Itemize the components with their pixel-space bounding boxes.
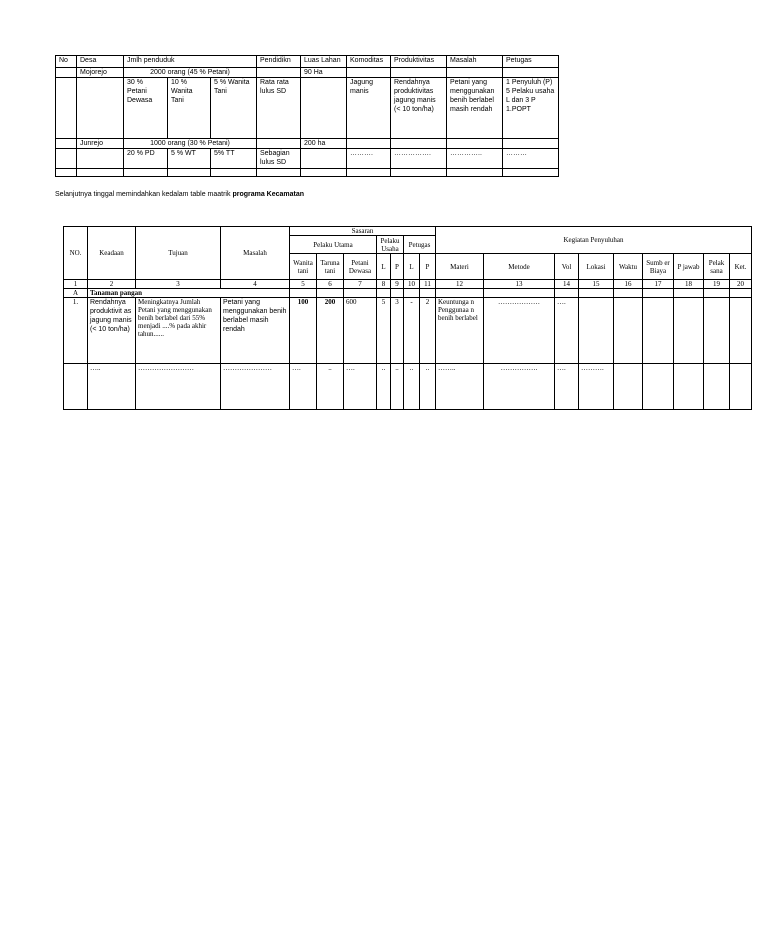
caption-text: Selanjutnya tinggal memindahkan kedalam table maatrik — [55, 191, 233, 198]
table-header-row — [56, 56, 559, 68]
header-usaha-p: P — [391, 254, 404, 280]
header-materi: Materi — [436, 254, 484, 280]
programa-matrix-table — [63, 226, 752, 410]
section-row — [64, 289, 752, 298]
luas-junrejo: 200 ha — [301, 139, 347, 149]
header-pelaksana: Pelak sana — [704, 254, 730, 280]
row-usaha-l: .. — [377, 364, 391, 410]
column-number: 18 — [674, 280, 704, 289]
column-number: 14 — [555, 280, 579, 289]
header-vol: Vol — [555, 254, 579, 280]
header-pelaku-usaha: Pelaku Usaha — [377, 236, 404, 254]
column-number: 10 — [404, 280, 420, 289]
row-tujuan: Meningkatnya Jumlah Petani yang menggunakan benih berlabel dari 55% menjadi ....% pada akhir tahun...... — [136, 298, 221, 364]
header-no: NO. — [64, 227, 88, 280]
header-taruna-tani: Taruna tani — [317, 254, 344, 280]
luas-mojorejo: 90 Ha — [301, 68, 347, 78]
column-number: 3 — [136, 280, 221, 289]
table-row — [56, 68, 559, 78]
table-row — [56, 78, 559, 139]
header-tujuan: Tujuan — [136, 227, 221, 280]
column-number: 1 — [64, 280, 88, 289]
column-number: 17 — [643, 280, 674, 289]
header-keadaan: Keadaan — [88, 227, 136, 280]
header-kegiatan-penyuluhan: Kegiatan Penyuluhan — [436, 227, 752, 254]
column-number: 16 — [614, 280, 643, 289]
sub3-junrejo: 5% TT — [211, 149, 257, 169]
row-petani-dewasa: …. — [344, 364, 377, 410]
caption — [55, 191, 304, 198]
column-number-row — [64, 280, 752, 289]
table-row — [56, 149, 559, 169]
column-number: 12 — [436, 280, 484, 289]
column-number: 6 — [317, 280, 344, 289]
row-masalah: Petani yang menggunakan benih berlabel masih rendah — [221, 298, 290, 364]
header-petugas: Petugas — [503, 56, 559, 68]
column-number: 7 — [344, 280, 377, 289]
table-row — [64, 364, 752, 410]
column-number: 5 — [290, 280, 317, 289]
row-metode: ……………… — [484, 298, 555, 364]
row-no: 1. — [64, 298, 88, 364]
pendidikan-mojorejo: Rata rata lulus SD — [257, 78, 301, 139]
row-lokasi: ………. — [579, 364, 614, 410]
village-data-table — [55, 55, 559, 177]
column-number: 2 — [88, 280, 136, 289]
header-sumber-biaya: Sumb er Biaya — [643, 254, 674, 280]
sub1-mojorejo: 30 % Petani Dewasa — [124, 78, 168, 139]
section-letter: A — [64, 289, 88, 298]
jumlah-mojorejo: 2000 orang (45 % Petani) — [124, 68, 257, 78]
column-number: 20 — [730, 280, 752, 289]
row-usaha-l: 5 — [377, 298, 391, 364]
row-wanita-tani: …. — [290, 364, 317, 410]
header-usaha-l: L — [377, 254, 391, 280]
column-number: 8 — [377, 280, 391, 289]
column-number: 19 — [704, 280, 730, 289]
header-pendidikan: Pendidikn — [257, 56, 301, 68]
row-vol: …. — [555, 298, 579, 364]
header-masalah: Masalah — [221, 227, 290, 280]
row-masalah: ………………… — [221, 364, 290, 410]
header-lokasi: Lokasi — [579, 254, 614, 280]
row-keadaan: Rendahnya produktivit as jagung manis (< 10 ton/ha) — [88, 298, 136, 364]
header-desa: Desa — [77, 56, 124, 68]
table-row — [56, 139, 559, 149]
row-usaha-p: 3 — [391, 298, 404, 364]
table-row — [56, 169, 559, 177]
header-petugas-l: L — [404, 254, 420, 280]
row-petugas-p: .. — [420, 364, 436, 410]
row-metode: ……………. — [484, 364, 555, 410]
section-title: Tanaman pangan — [88, 289, 290, 298]
table-row — [64, 298, 752, 364]
header-p-jawab: P jawab — [674, 254, 704, 280]
header-pelaku-utama: Pelaku Utama — [290, 236, 377, 254]
petugas-junrejo: ……… — [503, 149, 559, 169]
row-materi: …….. — [436, 364, 484, 410]
komoditas-junrejo: ………. — [347, 149, 391, 169]
row-petugas-l: .. — [404, 364, 420, 410]
table-header-row — [64, 227, 752, 236]
sub2-mojorejo: 10 % Wanita Tani — [168, 78, 211, 139]
header-waktu: Waktu — [614, 254, 643, 280]
row-tujuan: …………………… — [136, 364, 221, 410]
header-luas-lahan: Luas Lahan — [301, 56, 347, 68]
jumlah-junrejo: 1000 orang (30 % Petani) — [124, 139, 257, 149]
row-petugas-l: - — [404, 298, 420, 364]
header-masalah: Masalah — [447, 56, 503, 68]
row-petani-dewasa: 600 — [344, 298, 377, 364]
row-usaha-p: .. — [391, 364, 404, 410]
row-taruna-tani: 200 — [317, 298, 344, 364]
sub2-junrejo: 5 % WT — [168, 149, 211, 169]
row-wanita-tani: 100 — [290, 298, 317, 364]
header-sasaran: Sasaran — [290, 227, 436, 236]
produktivitas-junrejo: ……………. — [391, 149, 447, 169]
row-keadaan: ….. — [88, 364, 136, 410]
masalah-junrejo: ………….. — [447, 149, 503, 169]
header-jumlah-penduduk: Jmlh penduduk — [124, 56, 257, 68]
petugas-mojorejo: 1 Penyuluh (P) 5 Pelaku usaha L dan 3 P 1.POPT — [503, 78, 559, 139]
header-produktivitas: Produktivitas — [391, 56, 447, 68]
header-metode: Metode — [484, 254, 555, 280]
header-petugas-p: P — [420, 254, 436, 280]
desa-mojorejo: Mojorejo — [77, 68, 124, 78]
column-number: 4 — [221, 280, 290, 289]
sub3-mojorejo: 5 % Wanita Tani — [211, 78, 257, 139]
header-komoditas: Komoditas — [347, 56, 391, 68]
desa-junrejo: Junrejo — [77, 139, 124, 149]
header-petugas: Petugas — [404, 236, 436, 254]
masalah-mojorejo: Petani yang menggunakan benih berlabel masih rendah — [447, 78, 503, 139]
caption-bold: programa Kecamatan — [232, 191, 305, 198]
komoditas-mojorejo: Jagung manis — [347, 78, 391, 139]
row-materi: Keuntunga n Penggunaa n benih berlabel — [436, 298, 484, 364]
row-petugas-p: 2 — [420, 298, 436, 364]
column-number: 15 — [579, 280, 614, 289]
sub1-junrejo: 20 % PD — [124, 149, 168, 169]
header-no: No — [56, 56, 77, 68]
column-number: 11 — [420, 280, 436, 289]
header-wanita-tani: Wanita tani — [290, 254, 317, 280]
pendidikan-junrejo: Sebagian lulus SD — [257, 149, 301, 169]
column-number: 13 — [484, 280, 555, 289]
header-petani-dewasa: Petani Dewasa — [344, 254, 377, 280]
column-number: 9 — [391, 280, 404, 289]
produktivitas-mojorejo: Rendahnya produktivitas jagung manis (< 10 ton/ha) — [391, 78, 447, 139]
header-ket: Ket. — [730, 254, 752, 280]
row-taruna-tani: .. — [317, 364, 344, 410]
row-vol: …. — [555, 364, 579, 410]
